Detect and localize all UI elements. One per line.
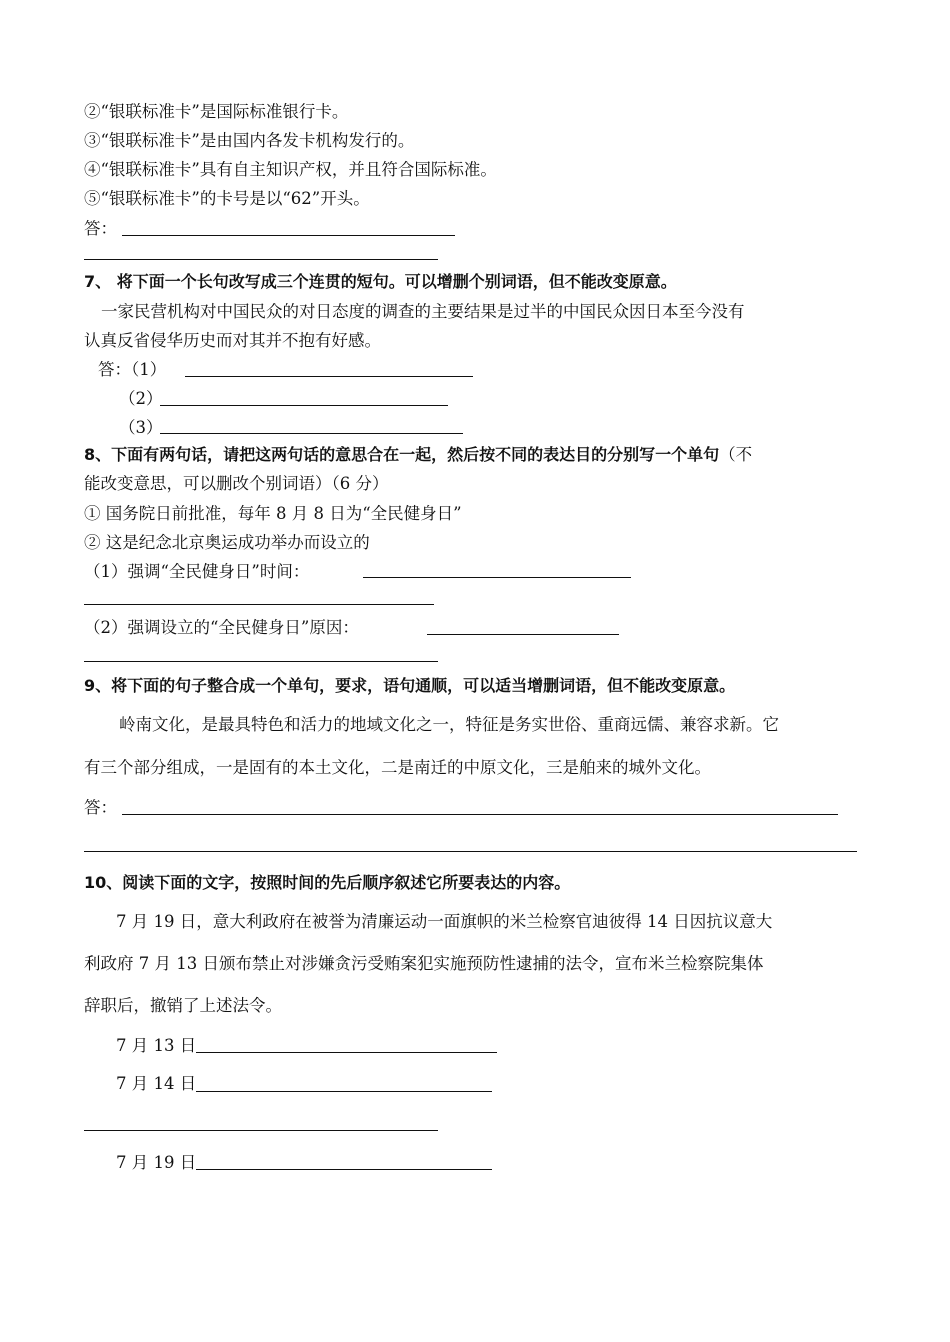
- q8-answer-1-line-2[interactable]: [84, 604, 434, 605]
- q6-answer-line-2[interactable]: [84, 259, 438, 260]
- q6-answer-label: 答：: [84, 219, 117, 238]
- q8-answer-2-line[interactable]: [427, 634, 619, 635]
- q6-item-5: ⑤“银联标准卡”的卡号是以“62”开头。: [84, 189, 370, 208]
- q9-text-line-2: 有三个部分组成，一是固有的本土文化，二是南迁的中原文化，三是舶来的城外文化。: [84, 758, 711, 777]
- q10-text-line-1: 7 月 19 日，意大利政府在被誉为清廉运动一面旗帜的米兰检察官迪彼得 14 日因抗议意大: [116, 912, 773, 931]
- q10-date-3-label: 7 月 19 日: [116, 1153, 197, 1172]
- q8-title-line-2: 能改变意思，可以删改个别词语）（6 分）: [84, 474, 389, 493]
- q9-title: 9、将下面的句子整合成一个单句，要求，语句通顺，可以适当增删词语，但不能改变原意。: [84, 676, 736, 695]
- q8-answer-2-line-2[interactable]: [84, 661, 438, 662]
- q7-answer-2-line[interactable]: [160, 405, 448, 406]
- q10-date-2-line-2[interactable]: [84, 1130, 438, 1131]
- q10-text-line-2: 利政府 7 月 13 日颁布禁止对涉嫌贪污受贿案犯实施预防性逮捕的法令，宣布米兰检察院集体: [84, 954, 764, 973]
- q8-title-tail: （不: [719, 445, 753, 464]
- q10-date-1-label: 7 月 13 日: [116, 1036, 197, 1055]
- q10-title: 10、阅读下面的文字，按照时间的先后顺序叙述它所要表达的内容。: [84, 873, 571, 892]
- q7-answer-1-label: 答：（1）: [98, 360, 167, 379]
- q10-text-line-3: 辞职后，撤销了上述法令。: [84, 996, 282, 1015]
- q9-answer-label: 答：: [84, 798, 117, 817]
- q8-title-bold: 8、下面有两句话，请把这两句话的意思合在一起，然后按不同的表达目的分别写一个单句: [84, 445, 720, 464]
- q8-sentence-2: ② 这是纪念北京奥运成功举办而设立的: [84, 533, 370, 552]
- q7-text-line-2: 认真反省侵华历史而对其并不抱有好感。: [84, 331, 381, 350]
- q7-answer-3-label: （3）: [119, 418, 163, 437]
- q8-title: [84, 444, 752, 466]
- q10-date-1-line[interactable]: [196, 1052, 497, 1053]
- q7-answer-3-line[interactable]: [160, 433, 463, 434]
- q8-answer-1-line[interactable]: [363, 577, 631, 578]
- q10-date-2-line[interactable]: [196, 1091, 492, 1092]
- q9-answer-line-2[interactable]: [84, 851, 857, 852]
- q6-answer-line[interactable]: [122, 235, 455, 236]
- q7-title: 7、 将下面一个长句改写成三个连贯的短句。可以增删个别词语，但不能改变原意。: [84, 272, 677, 291]
- q6-item-4: ④“银联标准卡”具有自主知识产权，并且符合国际标准。: [84, 160, 497, 179]
- q8-sentence-1: ① 国务院日前批准，每年 8 月 8 日为“全民健身日”: [84, 504, 462, 523]
- q10-date-2-label: 7 月 14 日: [116, 1074, 197, 1093]
- q9-answer-line[interactable]: [122, 814, 838, 815]
- q8-prompt-1: （1）强调“全民健身日”时间：: [84, 562, 310, 581]
- q9-text-line-1: 岭南文化，是最具特色和活力的地域文化之一，特征是务实世俗、重商远儒、兼容求新。它: [119, 715, 779, 734]
- q7-answer-2-label: （2）: [119, 389, 163, 408]
- q6-item-3: ③“银联标准卡”是由国内各发卡机构发行的。: [84, 131, 415, 150]
- q6-item-2: ②“银联标准卡”是国际标准银行卡。: [84, 102, 349, 121]
- q7-answer-1-line[interactable]: [185, 376, 473, 377]
- q7-text-line-1: 一家民营机构对中国民众的对日态度的调查的主要结果是过半的中国民众因日本至今没有: [101, 302, 745, 321]
- q8-prompt-2: （2）强调设立的“全民健身日”原因：: [84, 618, 359, 637]
- q10-date-3-line[interactable]: [196, 1169, 492, 1170]
